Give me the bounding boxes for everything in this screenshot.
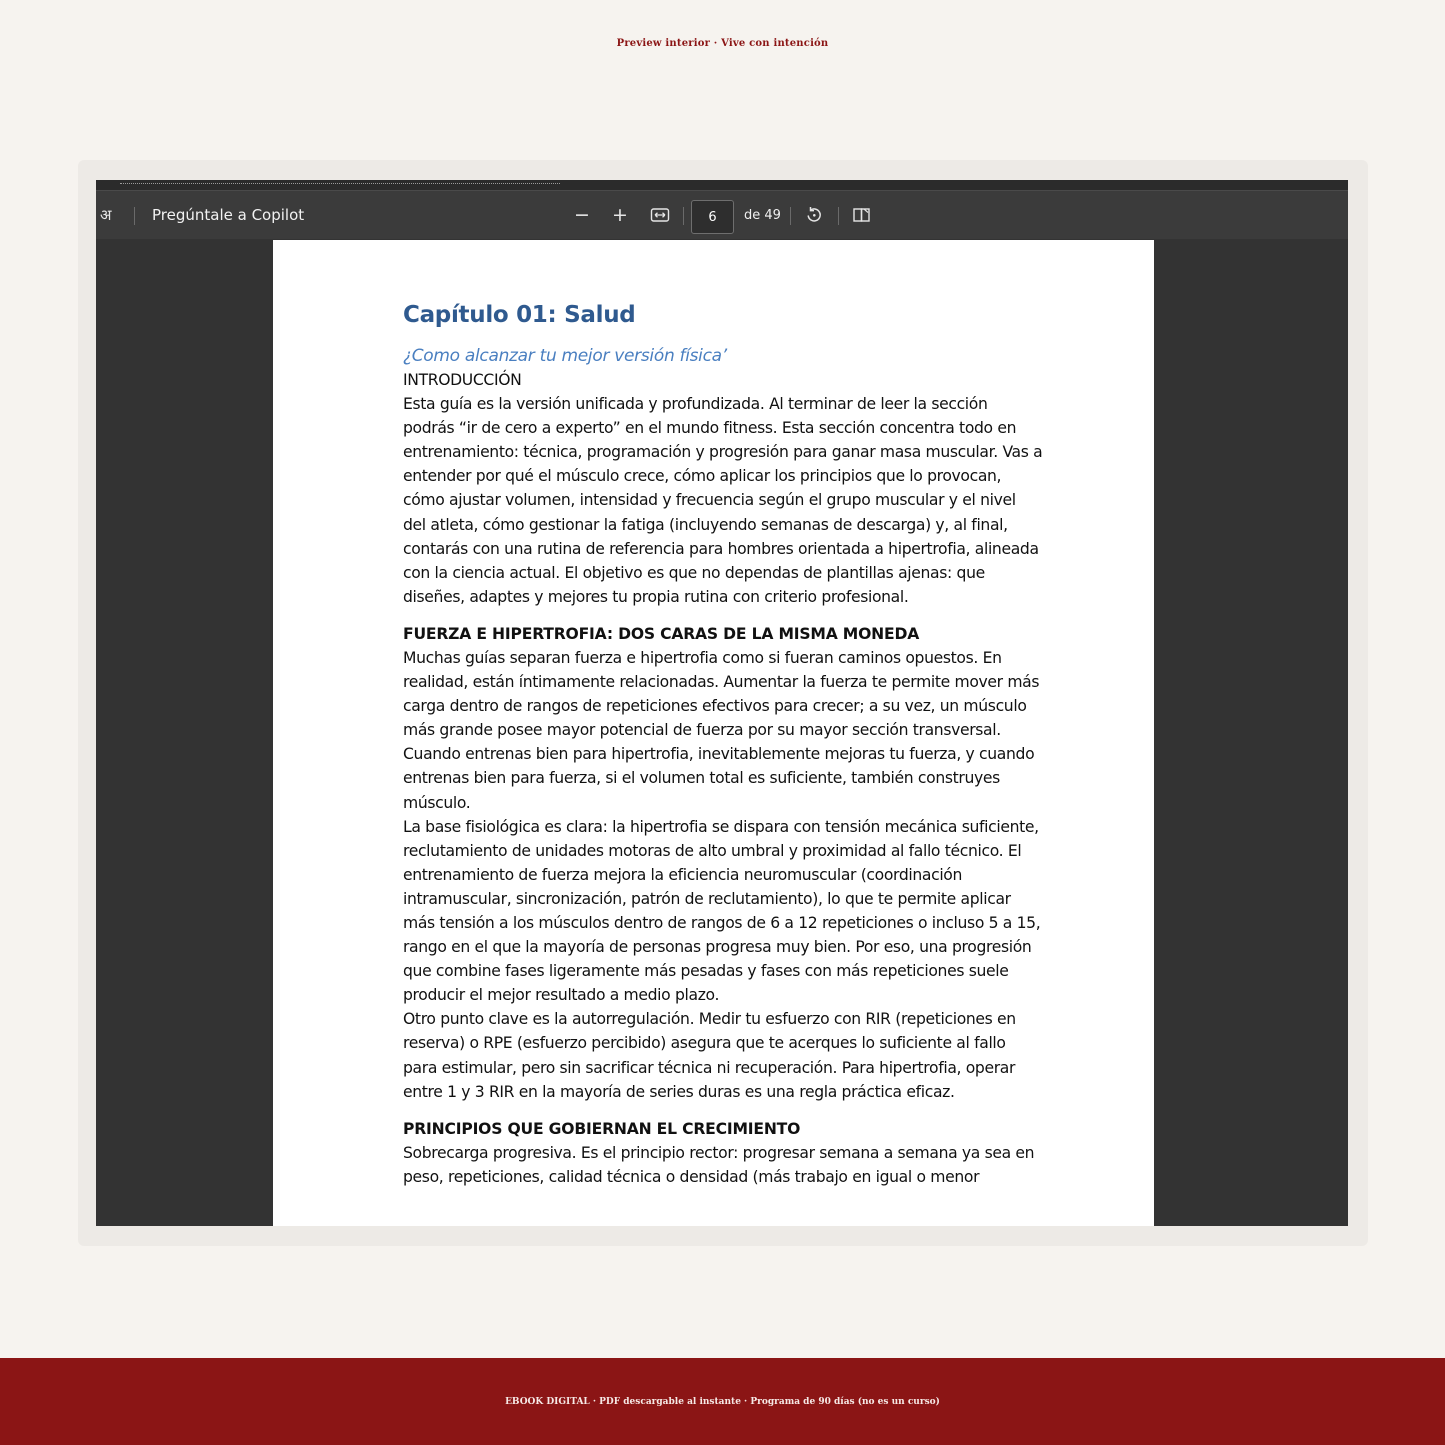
pdf-viewer-window <box>96 180 1348 1226</box>
rotate-button[interactable] <box>800 191 828 239</box>
pdf-toolbar <box>96 191 1348 239</box>
page-content <box>403 302 1043 1189</box>
intro-heading: INTRODUCCIÓN <box>403 371 522 389</box>
chapter-title: Capítulo 01: Salud <box>403 302 636 328</box>
toolbar-divider <box>683 207 684 225</box>
two-page-icon <box>852 206 872 224</box>
fit-width-button[interactable] <box>646 191 674 239</box>
page-number-input[interactable]: 6 <box>691 200 734 234</box>
read-aloud-icon[interactable]: अ <box>100 206 112 224</box>
rotate-icon <box>804 205 824 225</box>
fit-width-icon <box>650 207 670 223</box>
page-total-label: de 49 <box>744 207 781 223</box>
section1-paragraph-2: La base fisiológica es clara: la hipertrofia se dispara con tensión mecánica suficiente, reclutamiento de unidades motoras de alto umbral y proximidad al fallo técnico. El entrenamiento de fuerza mejora la eficiencia neuromuscular (coordinación intramuscular, sincronización, patrón de reclutamiento), lo que te permite aplicar más tensión a los músculos dentro de rangos de 6 a 12 repeticiones o incluso 5 a 15, rango en el que la mayoría de personas progresa muy bien. Por eso, una progresión que combine fases ligeramente más pesadas y fases con más repeticiones suele producir el mejor resultado a medio plazo. <box>403 817 1041 1005</box>
bottom-caption: EBOOK DIGITAL · PDF descargable al instante · Programa de 90 días (no es un curso) <box>505 1396 940 1407</box>
toolbar-divider <box>134 207 135 225</box>
toolbar-divider <box>838 207 839 225</box>
chapter-subtitle: ¿Como alcanzar tu mejor versión física’ <box>403 346 727 366</box>
bottom-banner <box>0 1358 1445 1445</box>
ask-copilot-button[interactable]: Pregúntale a Copilot <box>152 206 305 224</box>
plus-icon: + <box>612 204 628 226</box>
zoom-in-button[interactable] <box>606 191 634 239</box>
toolbar-divider <box>790 207 791 225</box>
section-heading-strength-hypertrophy: FUERZA E HIPERTROFIA: DOS CARAS DE LA MISMA MONEDA <box>403 624 920 643</box>
viewer-top-strip <box>96 180 1348 191</box>
section1-paragraph-1: Muchas guías separan fuerza e hipertrofia como si fueran caminos opuestos. En realidad, están íntimamente relacionadas. Aumentar la fuerza te permite mover más carga dentro de rangos de repeticiones efectivos para crecer; a su vez, un músculo más grande posee mayor potencial de fuerza por su mayor sección transversal. Cuando entrenas bien para hipertrofia, inevitablemente mejoras tu fuerza, y cuando entrenas bien para fuerza, si el volumen total es suficiente, también construyes músculo. <box>403 648 1040 812</box>
pdf-page <box>273 240 1154 1226</box>
section-heading-growth-principles: PRINCIPIOS QUE GOBIERNAN EL CRECIMIENTO <box>403 1119 801 1138</box>
intro-paragraph: Esta guía es la versión unificada y profundizada. Al terminar de leer la sección podrás “ir de cero a experto” en el mundo fitness. Esta sección concentra todo en entrenamiento: técnica, programación y progresión para ganar masa muscular. Vas a entender por qué el músculo crece, cómo aplicar los principios que lo provocan, cómo ajustar volumen, intensidad y frecuencia según el grupo muscular y el nivel del atleta, cómo gestionar la fatiga (incluyendo semanas de descarga) y, al final, contarás con una rutina de referencia para hombres orientada a hipertrofia, alineada con la ciencia actual. El objetivo es que no dependas de plantillas ajenas: que diseñes, adaptes y mejores tu propia rutina con criterio profesional. <box>403 395 1043 606</box>
minus-icon: − <box>574 204 590 226</box>
two-page-view-button[interactable] <box>848 191 876 239</box>
section1-paragraph-3: Otro punto clave es la autorregulación. Medir tu esfuerzo con RIR (repeticiones en reserva) o RPE (esfuerzo percibido) asegura que te acerques lo suficiente al fallo para estimular, pero sin sacrificar técnica ni recuperación. Para hipertrofia, operar entre 1 y 3 RIR en la mayoría de series duras es una regla práctica eficaz. <box>403 1010 1016 1101</box>
cropped-tab-strip <box>120 180 560 184</box>
zoom-out-button[interactable] <box>568 191 596 239</box>
section2-paragraph-1: Sobrecarga progresiva. Es el principio rector: progresar semana a semana ya sea en peso, repeticiones, calidad técnica o densidad (más trabajo en igual o menor <box>403 1143 1035 1186</box>
top-caption: Preview interior · Vive con intención <box>616 38 829 49</box>
